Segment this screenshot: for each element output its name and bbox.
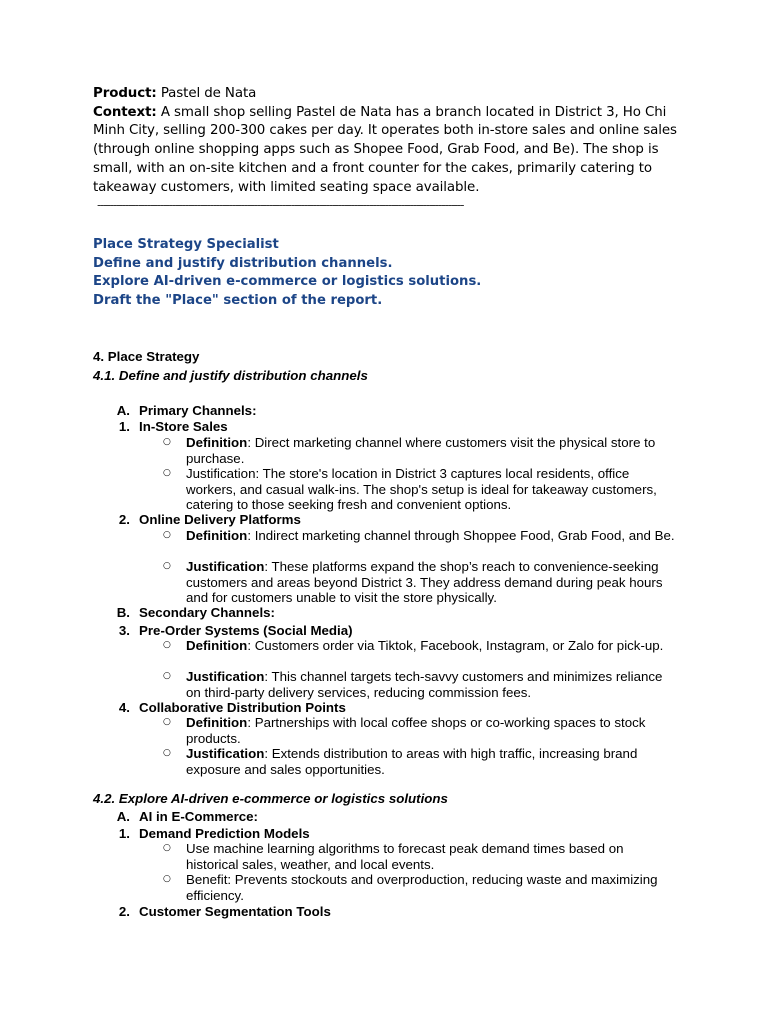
context-paragraph — [93, 104, 693, 198]
bullet-text: Definition: Customers order via Tiktok, Facebook, Instagram, or Zalo for pick-up. — [186, 638, 664, 653]
list-marker: 1. — [118, 419, 130, 434]
list-marker: A. — [116, 403, 130, 418]
list-marker: 1. — [118, 826, 130, 841]
bullet-text: Definition: Partnerships with local coffee shops or co-working spaces to stock products. — [186, 715, 646, 746]
bullet-text: Justification: Extends distribution to areas with high traffic, increasing brand exposure and sales opportunities. — [186, 746, 638, 777]
list-marker: 3. — [118, 623, 130, 638]
bullet-text: Use machine learning algorithms to forecast peak demand times based on historical sales, weather, and local events. — [186, 841, 624, 872]
bullet-icon: ○ — [163, 671, 171, 681]
section-heading: 4. Place Strategy — [93, 349, 200, 364]
list-item-title: In-Store Sales — [139, 419, 228, 434]
bullet-icon: ○ — [163, 640, 171, 650]
bullet-icon: ○ — [163, 468, 171, 478]
list-marker: B. — [116, 605, 130, 620]
list-item-title: Pre-Order Systems (Social Media) — [139, 623, 353, 638]
role-title: Place Strategy Specialist — [93, 237, 279, 252]
bullet-icon: ○ — [163, 437, 171, 447]
bullet-icon: ○ — [163, 748, 171, 758]
bullet-icon: ○ — [163, 717, 171, 727]
subsection-heading-2: 4.2. Explore AI-driven e-commerce or logistics solutions — [93, 791, 448, 806]
list-marker: 4. — [118, 700, 130, 715]
product-value: Pastel de Nata — [160, 86, 257, 101]
secondary-channels-label: Secondary Channels: — [139, 605, 275, 620]
divider-line: --------------------------------------------------------------------------------------------------------------------- — [97, 198, 464, 212]
role-task-3: Draft the "Place" section of the report. — [93, 293, 383, 308]
list-marker: 2. — [118, 512, 130, 527]
bullet-icon: ○ — [163, 843, 171, 853]
subsection-heading-1: 4.1. Define and justify distribution channels — [93, 368, 368, 383]
bullet-text: Justification: These platforms expand the shop’s reach to convenience-seeking customers and areas beyond District 3. They address demand during peak hours and for customers unable to visit the store physically. — [186, 559, 663, 606]
role-task-1: Define and justify distribution channels. — [93, 256, 393, 271]
bullet-text: Justification: This channel targets tech-savvy customers and minimizes reliance on third-party delivery services, reducing commission fees. — [186, 669, 663, 700]
product-line — [93, 85, 693, 104]
bullet-icon: ○ — [163, 561, 171, 571]
product-label: Product: — [93, 86, 157, 101]
role-task-2: Explore AI-driven e-commerce or logistics solutions. — [93, 274, 482, 289]
bullet-text: Benefit: Prevents stockouts and overproduction, reducing waste and maximizing efficiency. — [186, 872, 658, 903]
ai-ecommerce-label: AI in E-Commerce: — [139, 809, 258, 824]
bullet-icon: ○ — [163, 530, 171, 540]
bullet-icon: ○ — [163, 874, 171, 884]
context-block — [93, 85, 693, 197]
list-marker: A. — [116, 809, 130, 824]
primary-channels-label: Primary Channels: — [139, 403, 257, 418]
bullet-text: Justification: The store's location in District 3 captures local residents, office workers, and casual walk-ins. The shop's setup is ideal for takeaway customers, catering to those seeking fresh and convenient options. — [186, 466, 657, 513]
list-item-title: Collaborative Distribution Points — [139, 700, 346, 715]
list-item-title: Online Delivery Platforms — [139, 512, 301, 527]
list-item-title: Demand Prediction Models — [139, 826, 310, 841]
list-item-title: Customer Segmentation Tools — [139, 904, 331, 919]
context-text: A small shop selling Pastel de Nata has a branch located in District 3, Ho Chi Minh City, selling 200-300 cakes per day. It operates both in-store sales and online sales (through online shopping apps such as Shopee Food, Grab Food, and Be). The shop is small, with an on-site kitchen and a front counter for the cakes, primarily catering to takeaway customers, with limited seating space available. — [93, 104, 677, 195]
bullet-text: Definition: Indirect marketing channel through Shoppee Food, Grab Food, and Be. — [186, 528, 675, 543]
context-label: Context: — [93, 104, 157, 120]
list-marker: 2. — [118, 904, 130, 919]
bullet-text: Definition: Direct marketing channel where customers visit the physical store to purchase. — [186, 435, 656, 466]
